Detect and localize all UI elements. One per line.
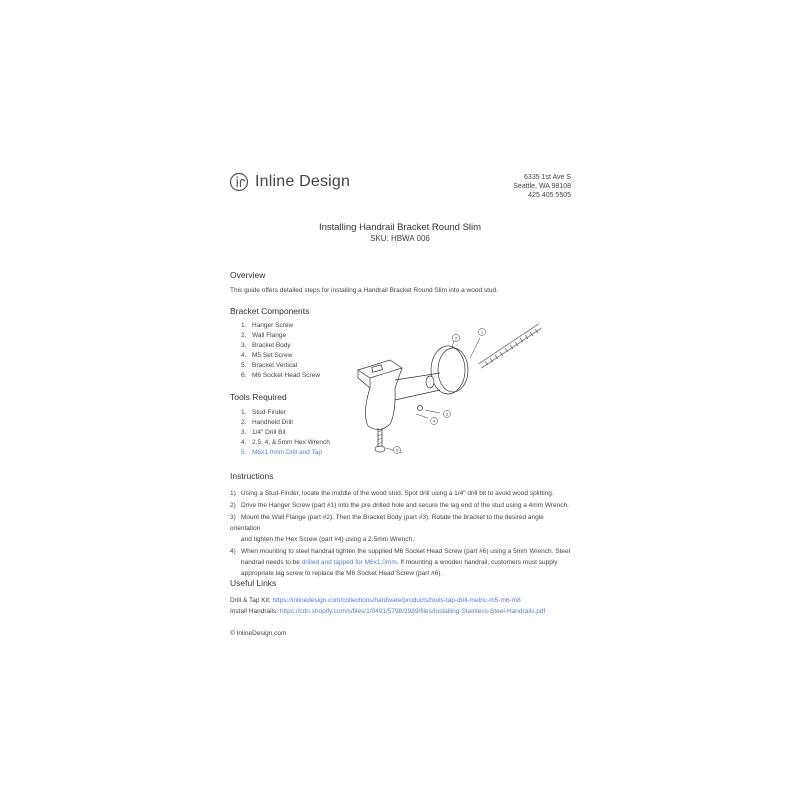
list-item: 5. Bracket Vertical [241,362,298,369]
tools-heading: Tools Required [230,392,287,402]
brand-name: Inline Design [255,173,351,190]
list-item: 6. M6 Socket Head Screw [241,372,320,379]
install-handrails-link[interactable]: https://cdn.shopify.com/s/files/1/0491/5798/2989/files/Installing-Stainless-Steel-Handrails.pdf [279,608,546,615]
company-address [513,173,571,200]
useful-links-heading: Useful Links [230,578,277,588]
instruction-step: 1) Using a Stud-Finder, locate the middle of the wood stud. Spot drill using a 1/4" drill bit to avoid wood splitting. [230,490,554,497]
address-street: 6335 1st Ave S [524,174,571,181]
bracket-exploded-diagram [340,318,570,468]
instruction-step: 3) Mount the Wall Flange (part #2). Then the Bracket Body (part #3). Rotate the bracket to the desired angle orientation and tighten the Hex Screw (part #4) using a 2.5mm Wrench. [230,514,544,543]
useful-links-list [230,595,545,617]
list-item: 1. Hanger Screw [241,322,294,329]
callout-6: 6 [395,447,399,453]
list-item: 3. 1/4" Drill Bit [241,429,286,436]
list-item-drill-tap-link[interactable]: 5. M6x1.0mm Drill and Tap [241,449,322,456]
list-item: 3. Bracket Body [241,342,291,349]
components-heading: Bracket Components [230,306,310,316]
instructions-list [230,488,575,579]
list-item: 2. Wall Flange [241,332,287,339]
list-item: 2. Handheld Drill [241,419,293,426]
link-row-drill-tap: Drill & Tap Kit: https://inlinedesign.com/collections/hardware/products/tools-tap-drill-metric-m5-m6-m8 [230,597,521,604]
inline-design-logo-icon [229,172,249,192]
copyright-footer: © InlineDesign.com [230,630,287,637]
list-item: 4. M5 Set Screw [241,352,293,359]
drill-tap-link[interactable]: drilled and tapped for M6x1.0mm [301,559,397,566]
overview-heading: Overview [230,270,266,280]
address-city: Seattle, WA 98108 [513,183,571,190]
list-item: 4. 2.5, 4, & 5mm Hex Wrench [241,439,330,446]
document-sku: SKU: HBWA 006 [370,234,430,243]
tools-list [241,408,330,458]
overview-text: This guide offers detailed steps for installing a Handrail Bracket Round Slim into a wood stud. [230,287,498,294]
brand-logo [229,172,350,192]
instruction-step: 2) Drive the Hanger Screw (part #1) into the pre drilled hole and secure the lag end of the stud using a 4mm Wrench. [230,502,569,509]
drill-tap-kit-link[interactable]: https://inlinedesign.com/collections/hardware/products/tools-tap-drill-metric-m5-m6-m8 [272,597,521,604]
instructions-heading: Instructions [230,471,274,481]
callout-2: 2 [454,335,458,341]
callout-4: 4 [432,418,436,424]
callout-3: 3 [445,411,449,417]
link-row-install-handrails: Install Handrails: https://cdn.shopify.com/s/files/1/0491/5798/2989/files/Installing-Stainless-Steel-Handrails.pdf [230,608,546,615]
document-title: Installing Handrail Bracket Round Slim [318,222,482,233]
document-title-block [0,222,800,243]
components-list [241,321,320,381]
instruction-step: 4) When mounting to steel handrail tighten the supplied M6 Socket Head Screw (part #6) using a 5mm Wrench. Steel handrail needs to be drilled and tapped for M6x1.0mm. If mounting a wooden handrail, customers must supply appropriate lag screw to replace the M6 Socket Head Screw (part #6). [230,548,571,577]
callout-1: 1 [480,329,484,335]
address-phone: 425 405 5505 [528,192,571,199]
list-item: 1. Stud-Finder [241,409,286,416]
